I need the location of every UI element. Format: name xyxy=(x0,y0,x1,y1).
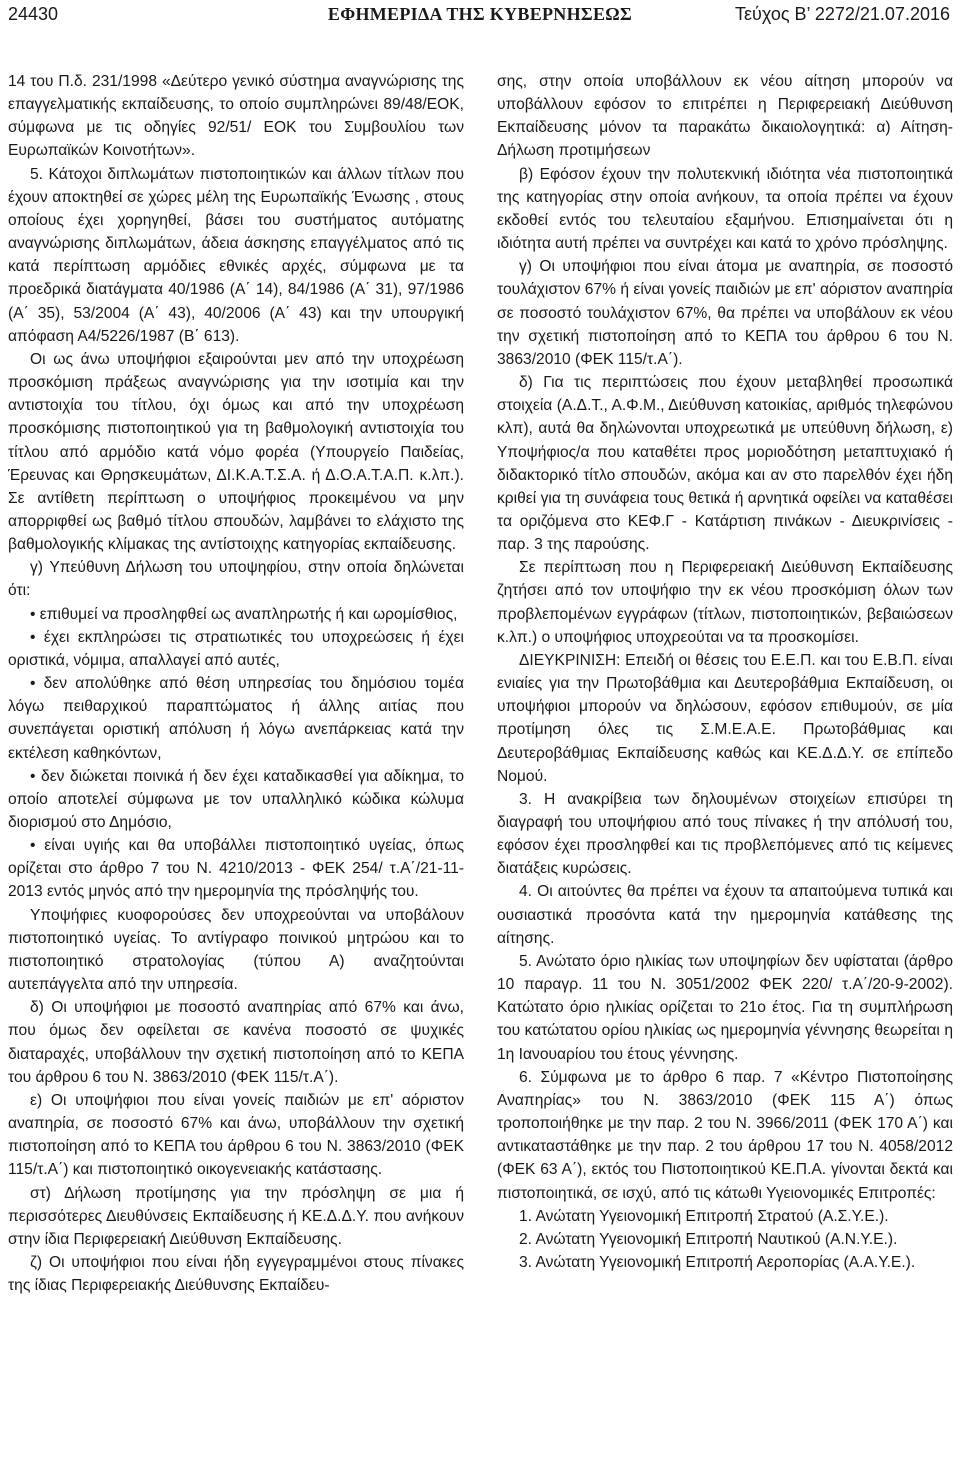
bullet-item: • δεν διώκεται ποινικά ή δεν έχει καταδικασθεί για αδίκημα, το οποίο αποτελεί σύμφωνα με τον υπαλληλικό κώδικα κώλυμα διορισμού στο Δημόσιο, xyxy=(8,767,464,831)
paragraph: 6. Σύμφωνα με το άρθρο 6 παρ. 7 «Κέντρο Πιστοποίησης Αναπηρίας» του Ν. 3863/2010 (ΦΕΚ 115 Α΄) όπως τροποποιήθηκε με την παρ. 2 του Ν. 3966/2011 (ΦΕΚ 170 Α΄) και αντικαταστάθηκε με την παρ. 2 του άρθρου 17 του Ν. 4058/2012 (ΦΕΚ 63 Α΄), εκτός του Πιστοποιητικού ΚΕ.Π.Α. γίνονται δεκτά και πιστοποιητικά, σε ισχύ, από τις κάτωθι Υγειονομικές Επιτροπές: xyxy=(497,1068,953,1202)
paragraph: 5. Κάτοχοι διπλωμάτων πιστοποιητικών και άλλων τίτλων που έχουν αποκτηθεί σε χώρες μέλη της Ευρωπαϊκής Ένωσης , στους οποίους έχει χορηγηθεί, βάσει του συστήματος αυτόματης αναγνώρισης διπλωμάτων, άδεια άσκησης επαγγέλματος από τις κατά περίπτωση αρμόδιες εθνικές αρχές, σύμφωνα με τα προεδρικά διατάγματα 40/1986 (Α΄ 14), 84/1986 (Α΄ 31), 97/1986 (Α΄ 35), 53/2004 (Α΄ 43), 40/2006 (Α΄ 43) και την υπουργική απόφαση Α4/5226/1987 (Β΄ 613). xyxy=(8,165,464,345)
paragraph: Υποψήφιες κυοφορούσες δεν υποχρεούνται να υποβάλουν πιστοποιητικό υγείας. Το αντίγραφο ποινικού μητρώου και το πιστοποιητικό στρατολογίας (τύπου Α) αναζητούνται αυτεπάγγελτα από την υπηρεσία. xyxy=(8,906,464,994)
list-item: 2. Ανώτατη Υγειονομική Επιτροπή Ναυτικού (Α.Ν.Υ.Ε.). xyxy=(519,1230,898,1248)
paragraph: Οι ως άνω υποψήφιοι εξαιρούνται μεν από την υποχρέωση προσκόμιση πράξεως αναγνώρισης για την ισοτιμία και την αντιστοιχία του τίτλου, όχι όμως και από την υποχρέωση προσκόμισης πιστοποιητικού για τη βαθμολογική αντιστοιχία του τίτλου από αρμόδιο κατά νόμο φορέα (Υπουργείο Παιδείας, Έρευνας και Θρησκευμάτων, ΔΙ.Κ.Α.Τ.Σ.Α. ή Δ.Ο.Α.Τ.Α.Π. κ.λπ.). Σε αντίθετη περίπτωση ο υποψήφιος προκειμένου να μην απορριφθεί ως βαθμό τίτλου σπουδών, λαμβάνει το ελάχιστο της βαθμολογικής κλίμακας της αντίστοιχης κατηγορίας εκπαίδευσης. xyxy=(8,350,464,554)
paragraph: β) Εφόσον έχουν την πολυτεκνική ιδιότητα νέα πιστοποιητικά της κατηγορίας στην οποία ανήκουν, τα οποία πρέπει να έχουν εκδοθεί εντός του τελευταίου εξαμήνου. Επισημαίνεται ότι η ιδιότητα αυτή πρέπει να συντρέχει και κατά το χρόνο πρόσληψης. xyxy=(497,165,953,253)
paragraph: ζ) Οι υποψήφιοι που είναι ήδη εγγεγραμμένοι στους πίνακες της ίδιας Περιφερειακής Διεύθυνσης Εκπαίδευ- xyxy=(8,1253,464,1295)
bullet-item: • δεν απολύθηκε από θέση υπηρεσίας του δημόσιου τομέα λόγω πειθαρχικού παραπτώματος ή άλλης αιτίας που συνεπάγεται οριστική απόλυση ή λόγω ανεπάρκειας κατά την εκτέλεση καθηκόντων, xyxy=(8,675,464,762)
right-column xyxy=(497,70,953,1274)
left-column xyxy=(8,70,464,1297)
page-header xyxy=(0,0,960,40)
paragraph: 5. Ανώτατο όριο ηλικίας των υποψηφίων δεν υφίσταται (άρθρο 10 παραγρ. 11 του Ν. 3051/2002 ΦΕΚ 220/ τ.Α΄/20-9-2002). Κατώτατο όριο ηλικίας ορίζεται το 21ο έτος. Για τη συμπλήρωση του κατώτατου ορίου ηλικίας ως ημερομηνία γέννησης θεωρείται η 1η Ιανουαρίου του έτους γέννησης. xyxy=(497,952,953,1063)
issue-info: Τεύχος Β’ 2272/21.07.2016 xyxy=(734,4,950,24)
paragraph: 3. Η ανακρίβεια των δηλουμένων στοιχείων επισύρει τη διαγραφή του υποψήφιου από τους πίνακες ή την απόλυσή του, εφόσον έχει προσληφθεί και τις προβλεπόμενες από τις κείμενες διατάξεις κυρώσεις. xyxy=(497,790,953,878)
paragraph: ε) Οι υποψήφιοι που είναι γονείς παιδιών με επ' αόριστον αναπηρία, σε ποσοστό 67% και άνω, υποβάλλουν την σχετική πιστοποίηση από το ΚΕΠΑ του άρθρου 6 του Ν. 3863/2010 (ΦΕΚ 115/τ.Α΄) και πιστοποιητικό οικογενειακής κατάστασης. xyxy=(8,1091,464,1179)
paragraph: 4. Οι αιτούντες θα πρέπει να έχουν τα απαιτούμενα τυπικά και ουσιαστικά προσόντα κατά την ημερομηνία κατάθεσης της αίτησης. xyxy=(497,883,953,947)
paragraph: γ) Οι υποψήφιοι που είναι άτομα με αναπηρία, σε ποσοστό τουλάχιστον 67% ή είναι γονείς παιδιών με επ' αόριστον αναπηρία σε ποσοστό τουλάχιστον 67%, θα πρέπει να υποβάλουν εκ νέου την σχετική πιστοποίηση από το ΚΕΠΑ του άρθρου 6 του Ν. 3863/2010 (ΦΕΚ 115/τ.Α΄). xyxy=(497,258,953,368)
paragraph: Σε περίπτωση που η Περιφερειακή Διεύθυνση Εκπαίδευσης ζητήσει από τον υποψήφιο την εκ νέου προσκόμιση όλων των προβλεπομένων εγγράφων (τίτλων, πιστοποιητικών, βεβαιώσεων κ.λπ.) ο υποψήφιος υποχρεούται να τα προσκομίσει. xyxy=(497,559,953,646)
paragraph: γ) Υπεύθυνη Δήλωση του υποψηφίου, στην οποία δηλώνεται ότι: xyxy=(8,559,464,600)
bullet-item: • είναι υγιής και θα υποβάλλει πιστοποιητικό υγείας, όπως ορίζεται στο άρθρο 7 του Ν. 4210/2013 - ΦΕΚ 254/ τ.Α΄/21-11-2013 εντός μηνός από την ημερομηνία της πρόσληψής του. xyxy=(8,837,464,901)
paragraph: ΔΙΕΥΚΡΙΝΙΣΗ: Επειδή οι θέσεις του Ε.Ε.Π. και του Ε.Β.Π. είναι ενιαίες για την Πρωτοβάθμια και Δευτεροβάθμια Εκπαίδευση, οι υποψήφιοι μπορούν να δηλώσουν, εφόσον επιθυμούν, σε μία προτίμηση όλες τις Σ.Μ.Ε.Α.Ε. Πρωτοβάθμιας και Δευτεροβάθμιας Εκπαίδευσης καθώς και ΚΕ.Δ.Δ.Υ. σε επίπεδο Νομού. xyxy=(497,651,953,785)
bullet-item: • επιθυμεί να προσληφθεί ως αναπληρωτής ή και ωρομίσθιος, xyxy=(30,605,458,623)
list-item: 1. Ανώτατη Υγειονομική Επιτροπή Στρατού (Α.Σ.Υ.Ε.). xyxy=(519,1207,889,1225)
paragraph: δ) Οι υποψήφιοι με ποσοστό αναπηρίας από 67% και άνω, που όμως δεν οφείλεται σε κανένα ποσοστό σε ψυχικές διαταραχές, υποβάλλουν την σχετική πιστοποίηση από το ΚΕΠΑ του άρθρου 6 του Ν. 3863/2010 (ΦΕΚ 115/τ.Α΄). xyxy=(8,999,464,1086)
gazette-title: ΕΦΗΜΕΡΙΔΑ ΤΗΣ ΚΥΒΕΡΝΗΣΕΩΣ xyxy=(327,4,633,24)
bullet-item: • έχει εκπληρώσει τις στρατιωτικές του υποχρεώσεις ή έχει οριστικά, νόμιμα, απαλλαγεί από αυτές, xyxy=(8,628,464,669)
paragraph: στ) Δήλωση προτίμησης για την πρόσληψη σε μια ή περισσότερες Διευθύνσεις Εκπαίδευσης ή ΚΕ.Δ.Δ.Υ. που ανήκουν στην ίδια Περιφερειακή Διεύθυνση Εκπαίδευσης. xyxy=(8,1184,464,1248)
paragraph: σης, στην οποία υποβάλλουν εκ νέου αίτηση μπορούν να υποβάλλουν εφόσον το επιτρέπει η Περιφερειακή Διεύθυνση Εκπαίδευσης μόνον τα παρακάτω δικαιολογητικά: α) Αίτηση-Δήλωση προτιμήσεων xyxy=(497,73,953,160)
paragraph: 14 του Π.δ. 231/1998 «Δεύτερο γενικό σύστημα αναγνώρισης της επαγγελματικής εκπαίδευσης, το οποίο συμπληρώνει 89/48/ΕΟΚ, σύμφωνα με τις οδηγίες 92/51/ ΕΟΚ του Συμβουλίου των Ευρωπαϊκών Κοινοτήτων». xyxy=(8,73,464,160)
paragraph: δ) Για τις περιπτώσεις που έχουν μεταβληθεί προσωπικά στοιχεία (Α.Δ.Τ., Α.Φ.Μ., Διεύθυνση κατοικίας, αριθμός τηλεφώνου κλπ), αυτά θα δηλώνονται υποχρεωτικά με υπεύθυνη δήλωση, ε) Υποψήφιος/α που καταθέτει προς μοριοδότηση μεταπτυχιακό ή διδακτορικό τίτλο σπουδών, ακόμα και αν στο παρελθόν έχει ήδη κριθεί για τη συνάφεια τους θετικά ή αρνητικά οφείλει να καταθέσει τα οριζόμενα στο ΚΕΦ.Γ - Κατάρτιση πινάκων - Διευκρινίσεις - παρ. 3 της παρούσης. xyxy=(497,374,953,554)
page-number: 24430 xyxy=(8,4,59,24)
list-item: 3. Ανώτατη Υγειονομική Επιτροπή Αεροπορίας (Α.Α.Υ.Ε.). xyxy=(519,1253,916,1271)
